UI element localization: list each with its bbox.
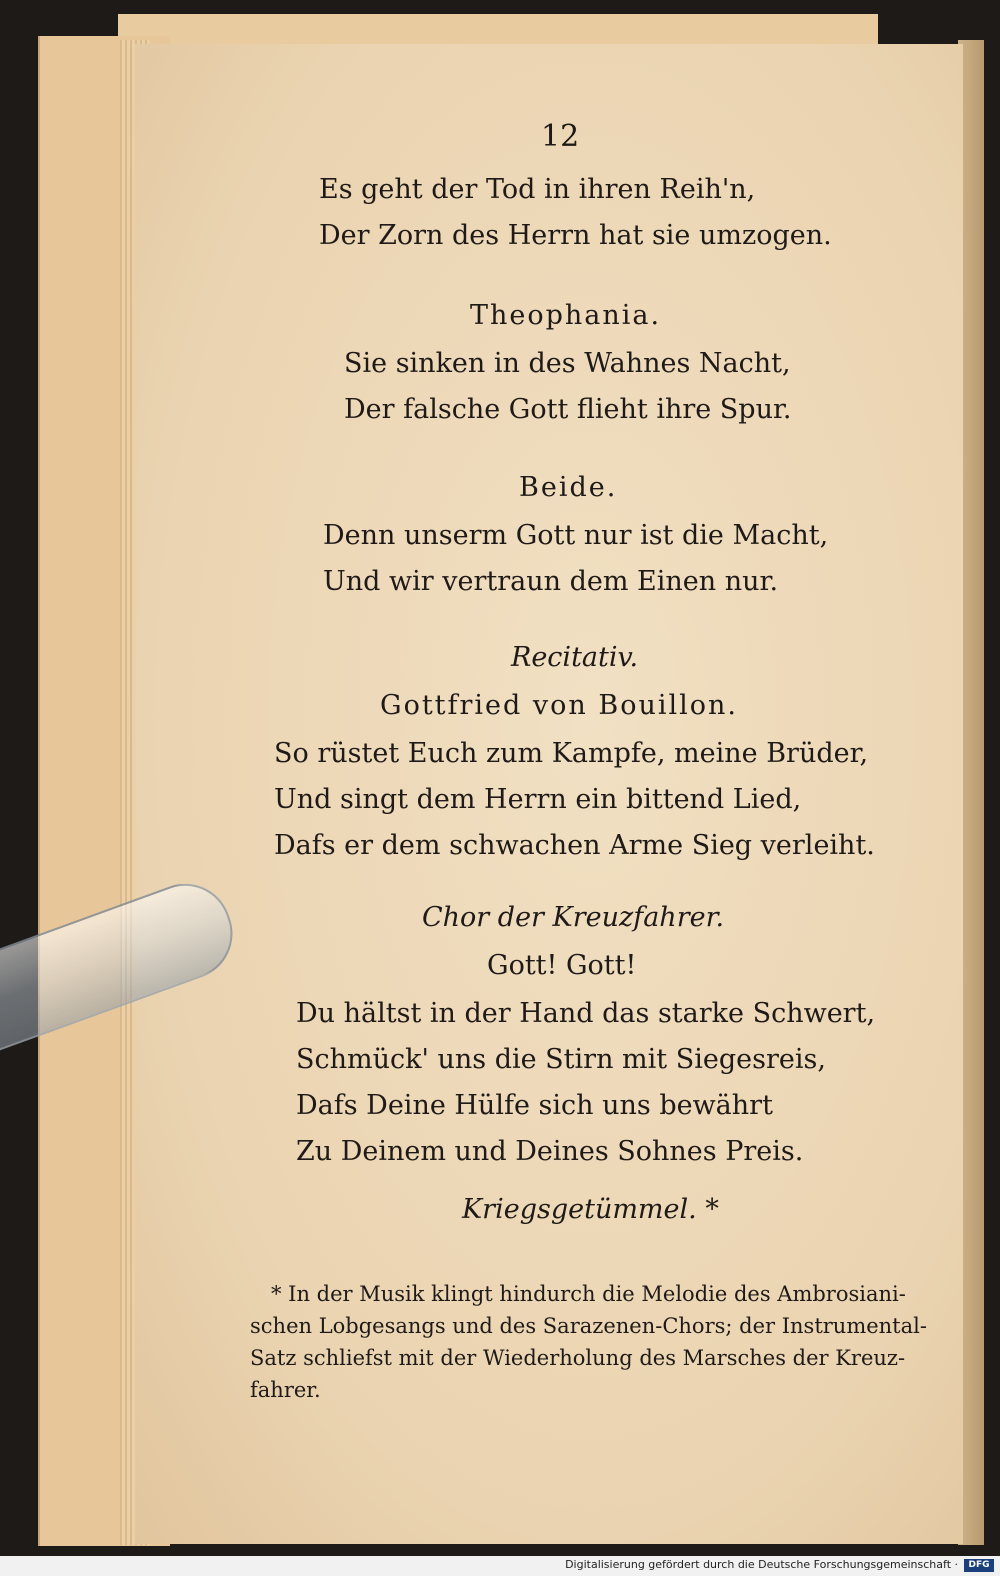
book-page	[135, 44, 963, 1544]
dfg-logo-icon: DFG	[964, 1559, 994, 1572]
footer-credit: Digitalisierung gefördert durch die Deutsche Forschungsgemeinschaft ·	[565, 1558, 958, 1571]
verse-line: Und wir vertraun dem Einen nur.	[323, 566, 779, 597]
footnote-line: Satz schliefst mit der Wiederholung des Marsches der Kreuz-	[250, 1346, 906, 1370]
stage-direction: Kriegsgetümmel. *	[462, 1194, 719, 1225]
footnote-line: schen Lobgesangs und des Sarazenen-Chors; der Instrumental-	[250, 1314, 927, 1338]
speaker-heading: Theophania.	[470, 300, 662, 331]
back-page-top-edge	[118, 14, 878, 46]
page-content	[135, 44, 963, 1544]
verse-line: Du hältst in der Hand das starke Schwert,	[296, 998, 876, 1029]
verse-line: Schmück' uns die Stirn mit Siegesreis,	[296, 1044, 826, 1075]
digitization-footer	[0, 1556, 1000, 1576]
verse-line: So rüstet Euch zum Kampfe, meine Brüder,	[274, 738, 869, 769]
verse-line: Und singt dem Herrn ein bittend Lied,	[274, 784, 802, 815]
verse-line: Sie sinken in des Wahnes Nacht,	[344, 348, 791, 379]
section-heading: Recitativ.	[511, 642, 639, 673]
speaker-heading: Chor der Kreuzfahrer.	[422, 902, 725, 933]
verse-line: Gott! Gott!	[487, 950, 637, 981]
verse-line: Der falsche Gott flieht ihre Spur.	[344, 394, 792, 425]
verse-line: Es geht der Tod in ihren Reih'n,	[319, 174, 756, 205]
footnote-line: fahrer.	[250, 1378, 321, 1402]
speaker-heading: Gottfried von Bouillon.	[380, 690, 739, 721]
verse-line: Dafs Deine Hülfe sich uns bewährt	[296, 1090, 773, 1121]
verse-line: Denn unserm Gott nur ist die Macht,	[323, 520, 829, 551]
verse-line: Dafs er dem schwachen Arme Sieg verleiht.	[274, 830, 875, 861]
page-number: 12	[541, 119, 580, 154]
verse-line: Zu Deinem und Deines Sohnes Preis.	[296, 1136, 804, 1167]
verse-line: Der Zorn des Herrn hat sie umzogen.	[319, 220, 832, 251]
speaker-heading: Beide.	[519, 472, 618, 503]
footnote-line: * In der Musik klingt hindurch die Melodie des Ambrosiani-	[271, 1282, 906, 1306]
